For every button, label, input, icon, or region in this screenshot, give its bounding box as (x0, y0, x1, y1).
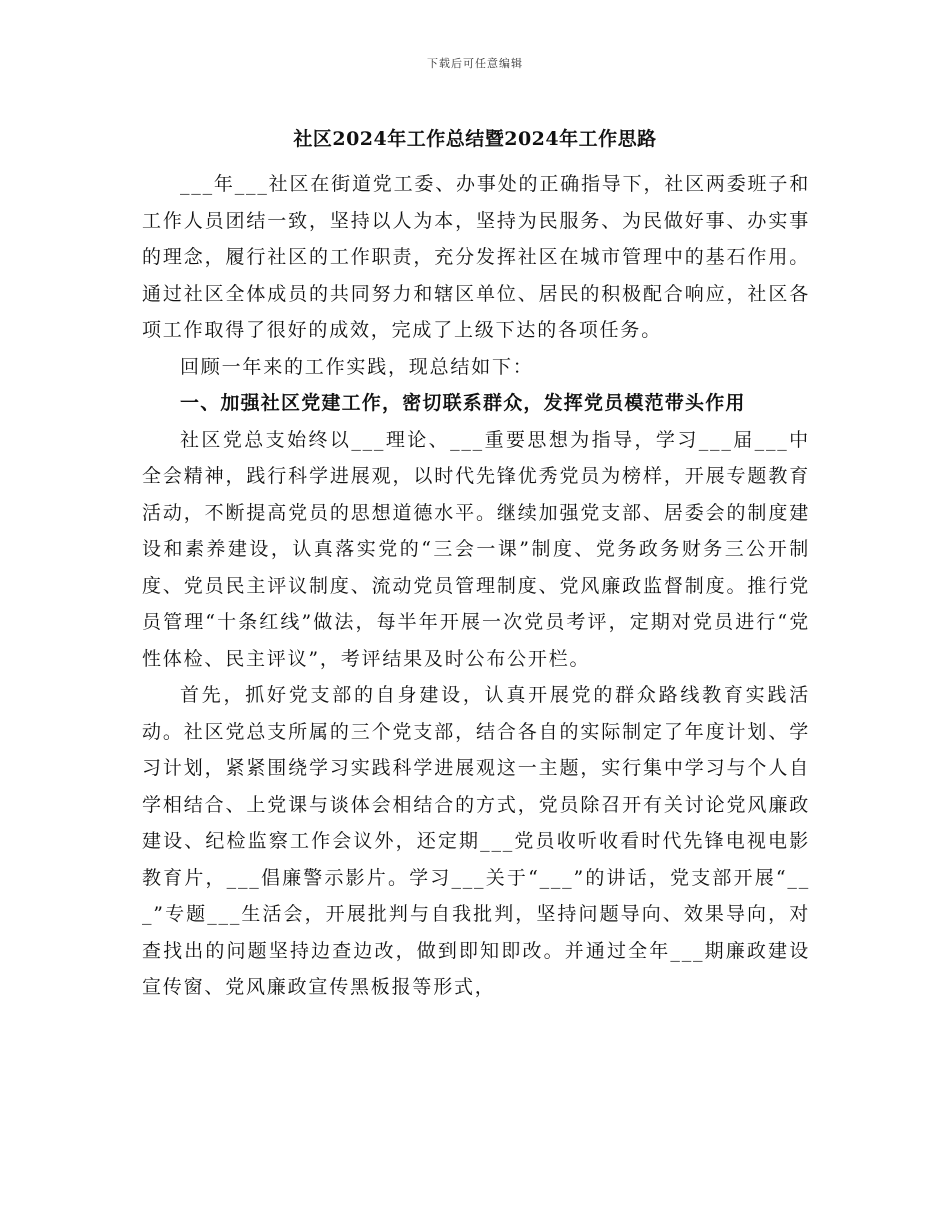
paragraph-party-building: 社区党总支始终以___理论、___重要思想为指导，学习___届___中全会精神，践行科学进展观，以时代先锋优秀党员为榜样，开展专题教育活动，不断提高党员的思想道德水平。继续加强党支部、居委会的制度建设和素养建设，认真落实党的“三会一课”制度、党务政务财务三公开制度、党员民主评议制度、流动党员管理制度、党风廉政监督制度。推行党员管理“十条红线”做法，每半年开展一次党员考评，定期对党员进行“党性体检、民主评议”，考评结果及时公布公开栏。 (142, 428, 810, 670)
document-title: 社区2024年工作总结暨2024年工作思路 (293, 128, 657, 150)
page-header-note: 下载后可任意编辑 (427, 57, 523, 70)
section-heading-1: 一、加强社区党建工作，密切联系群众，发挥党员模范带头作用 (180, 392, 746, 414)
paragraph-intro: ___年___社区在街道党工委、办事处的正确指导下，社区两委班子和工作人员团结一致，坚持以人为本，坚持为民服务、为民做好事、办实事的理念，履行社区的工作职责，充分发挥社区在城市管理中的基石作用。通过社区全体成员的共同努力和辖区单位、居民的积极配合响应，社区各项工作取得了很好的成效，完成了上级下达的各项任务。 (142, 173, 810, 341)
document-body (142, 166, 810, 1006)
paragraph-first-point: 首先，抓好党支部的自身建设，认真开展党的群众路线教育实践活动。社区党总支所属的三个党支部，结合各自的实际制定了年度计划、学习计划，紧紧围绕学习实践科学进展观这一主题，实行集中学习与个人自学相结合、上党课与谈体会相结合的方式，党员除召开有关讨论党风廉政建设、纪检监察工作会议外，还定期___党员收听收看时代先锋电视电影教育片，___倡廉警示影片。学习___关于“___”的讲话，党支部开展“___”专题___生活会，开展批判与自我批判，坚持问题导向、效果导向，对查找出的问题坚持边查边改，做到即知即改。并通过全年___期廉政建设宣传窗、党风廉政宣传黑板报等形式， (142, 684, 810, 998)
paragraph-review: 回顾一年来的工作实践，现总结如下： (180, 355, 534, 378)
